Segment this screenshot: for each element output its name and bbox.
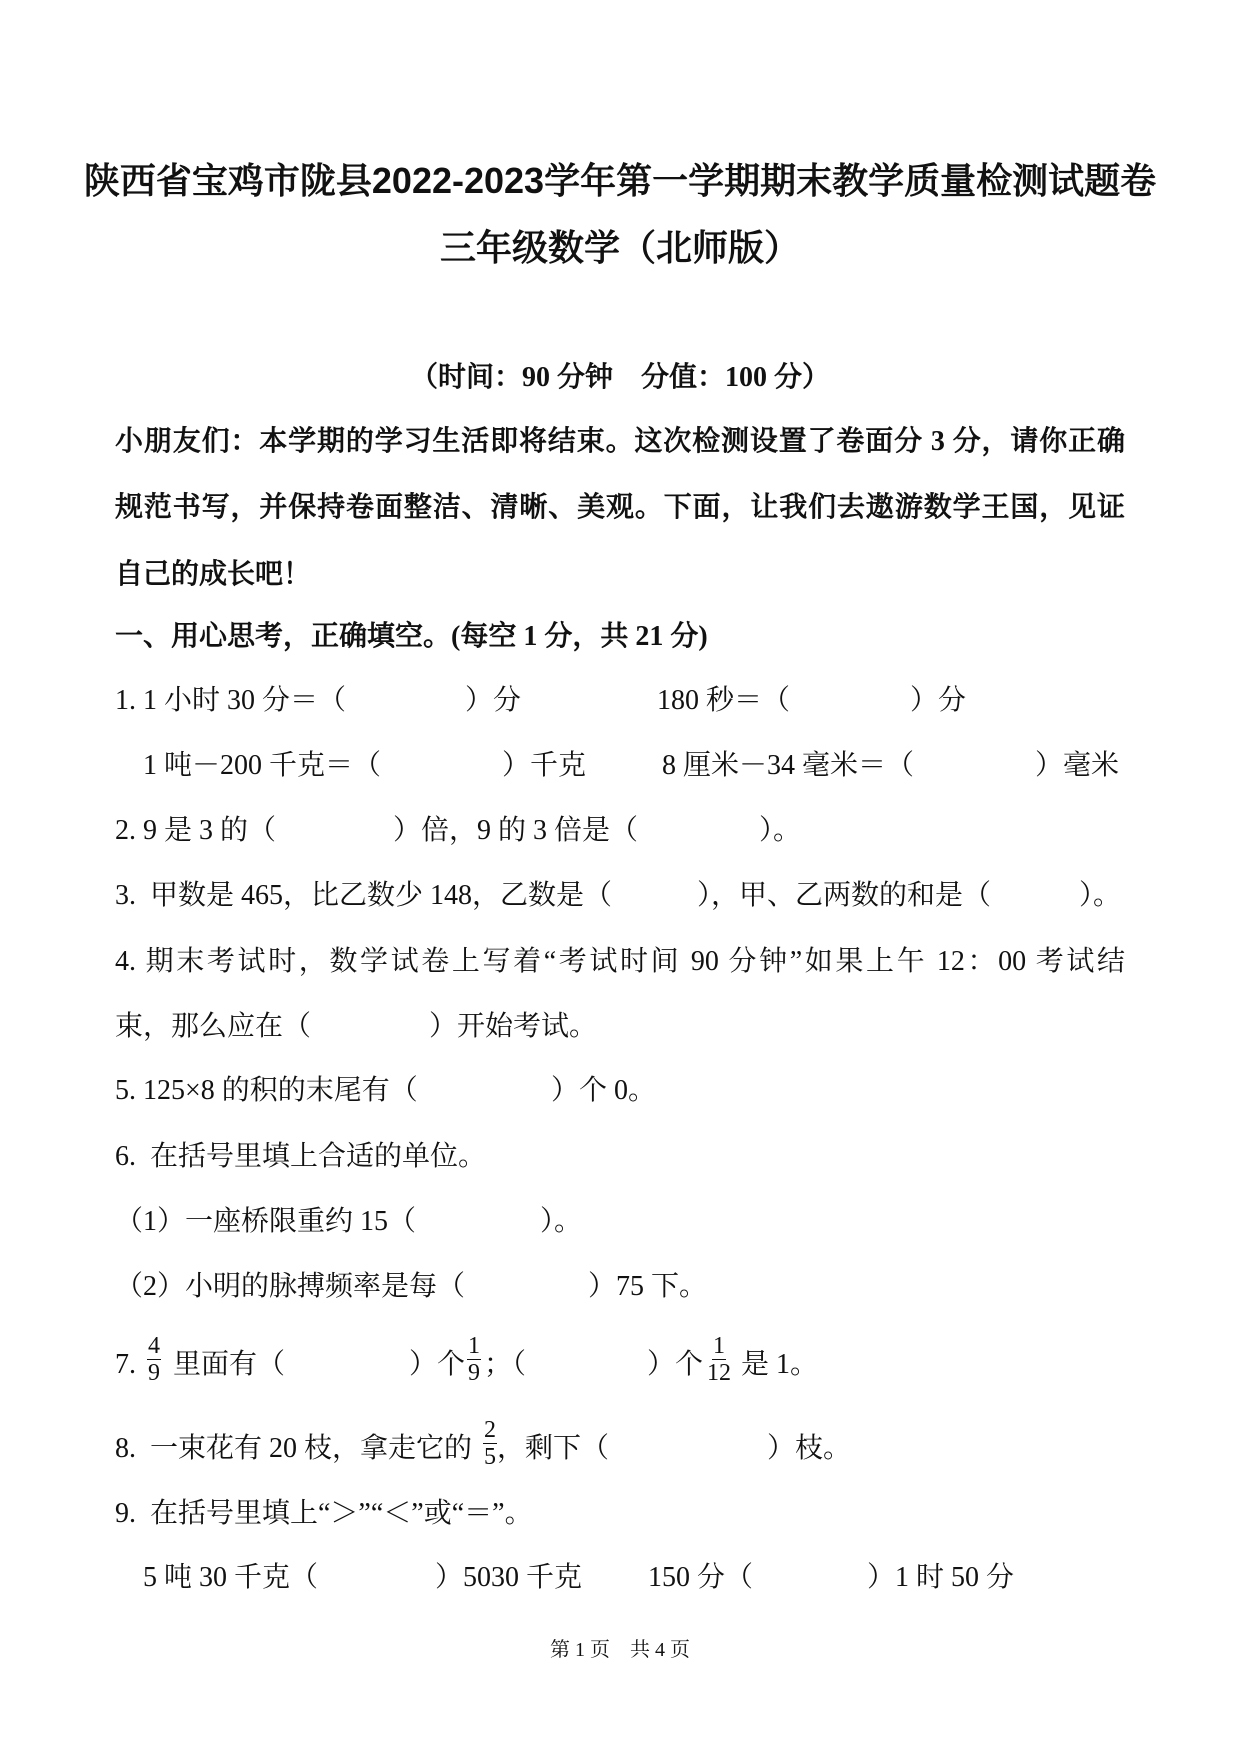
q-text: ；（ bbox=[484, 1349, 527, 1380]
question-6-2 bbox=[0, 1267, 1240, 1307]
q-text: ）开始考试。 bbox=[429, 1011, 598, 1042]
q-text: 3. 甲数是 465，比乙数少 148，乙数是（ bbox=[115, 880, 613, 911]
numerator: 2 bbox=[484, 1417, 496, 1443]
q-text: ）1 时 50 分 bbox=[867, 1562, 1015, 1593]
q-text: 5 吨 30 千克（ bbox=[143, 1562, 319, 1593]
q-text: ，剩下（ bbox=[497, 1433, 610, 1464]
q-text: 6. 在括号里填上合适的单位。 bbox=[115, 1141, 487, 1172]
question-2 bbox=[0, 811, 1240, 851]
fraction bbox=[483, 1417, 497, 1470]
numerator: 4 bbox=[148, 1333, 160, 1359]
denominator: 5 bbox=[484, 1444, 496, 1470]
q-text: ）毫米 bbox=[1035, 750, 1120, 781]
q-text: ）。 bbox=[1079, 880, 1122, 911]
question-4-line-2 bbox=[0, 1007, 1240, 1047]
question-9 bbox=[0, 1494, 1240, 1534]
q-text: 1. 1 小时 30 分＝（ bbox=[115, 685, 347, 716]
intro-line: 规范书写，并保持卷面整洁、清晰、美观。下面，让我们去遨游数学王国，见证 bbox=[115, 492, 1125, 523]
fraction bbox=[467, 1333, 481, 1386]
question-8 bbox=[0, 1417, 1240, 1470]
q-text: ）。 bbox=[759, 815, 802, 846]
exam-subtitle: 三年级数学（北师版） bbox=[439, 227, 800, 268]
q-text: ）倍，9 的 3 倍是（ bbox=[393, 815, 639, 846]
q-text: ）个 bbox=[647, 1349, 704, 1380]
fraction bbox=[147, 1333, 161, 1386]
question-7 bbox=[0, 1333, 1240, 1386]
question-6-1 bbox=[0, 1202, 1240, 1242]
q-text: 是 1。 bbox=[741, 1349, 819, 1380]
question-9-items bbox=[0, 1558, 1240, 1598]
question-5 bbox=[0, 1071, 1240, 1111]
intro-line: 小朋友们：本学期的学习生活即将结束。这次检测设置了卷面分 3 分，请你正确 bbox=[115, 426, 1125, 457]
q-text: （2）小明的脉搏频率是每（ bbox=[115, 1271, 466, 1302]
q-text: 1 吨－200 千克＝（ bbox=[143, 750, 382, 781]
denominator: 9 bbox=[148, 1360, 160, 1386]
question-1-line-1 bbox=[0, 681, 1240, 721]
question-1-line-2 bbox=[0, 746, 1240, 786]
question-4-line-1: 4. 期末考试时，数学试卷上写着“考试时间 90 分钟”如果上午 12：00 考试结 bbox=[115, 946, 1125, 977]
q-text: 2. 9 是 3 的（ bbox=[115, 815, 277, 846]
q-text: ）枝。 bbox=[767, 1433, 852, 1464]
q-text: ）分 bbox=[910, 685, 967, 716]
q-text: ）个 bbox=[409, 1349, 466, 1380]
q-text: ）分 bbox=[465, 685, 522, 716]
question-3 bbox=[0, 876, 1240, 916]
intro-line: 自己的成长吧！ bbox=[115, 559, 312, 590]
q-text: 8. 一束花有 20 枝，拿走它的 bbox=[115, 1433, 473, 1464]
q-text: 8 厘米－34 毫米＝（ bbox=[662, 750, 915, 781]
question-6 bbox=[0, 1137, 1240, 1177]
numerator: 1 bbox=[468, 1333, 480, 1359]
q-text: 180 秒＝（ bbox=[657, 685, 791, 716]
q-text: 束，那么应在（ bbox=[115, 1011, 312, 1042]
numerator: 1 bbox=[713, 1333, 725, 1359]
q-text: 9. 在括号里填上“＞”“＜”或“＝”。 bbox=[115, 1498, 533, 1529]
section-heading: 一、用心思考，正确填空。(每空 1 分，共 21 分) bbox=[115, 621, 708, 652]
q-text: 150 分（ bbox=[648, 1562, 754, 1593]
denominator: 12 bbox=[707, 1360, 731, 1386]
q-text: ）75 下。 bbox=[588, 1271, 708, 1302]
q-text: ）5030 千克 bbox=[435, 1562, 583, 1593]
q-text: ）千克 bbox=[502, 750, 587, 781]
denominator: 9 bbox=[468, 1360, 480, 1386]
time-info: （时间：90 分钟 分值：100 分） bbox=[409, 362, 830, 393]
q-text: 7. bbox=[115, 1349, 136, 1380]
q-text: 5. 125×8 的积的末尾有（ bbox=[115, 1075, 418, 1106]
exam-title: 陕西省宝鸡市陇县2022-2023学年第一学期期末教学质量检测试题卷 bbox=[83, 160, 1157, 201]
q-text: ）。 bbox=[540, 1206, 583, 1237]
q-text: ），甲、乙两数的和是（ bbox=[697, 880, 992, 911]
fraction bbox=[707, 1333, 731, 1386]
q-text: 里面有（ bbox=[173, 1349, 286, 1380]
page-footer: 第 1 页 共 4 页 bbox=[550, 1639, 690, 1661]
q-text: （1）一座桥限重约 15（ bbox=[115, 1206, 417, 1237]
q-text: ）个 0。 bbox=[551, 1075, 657, 1106]
